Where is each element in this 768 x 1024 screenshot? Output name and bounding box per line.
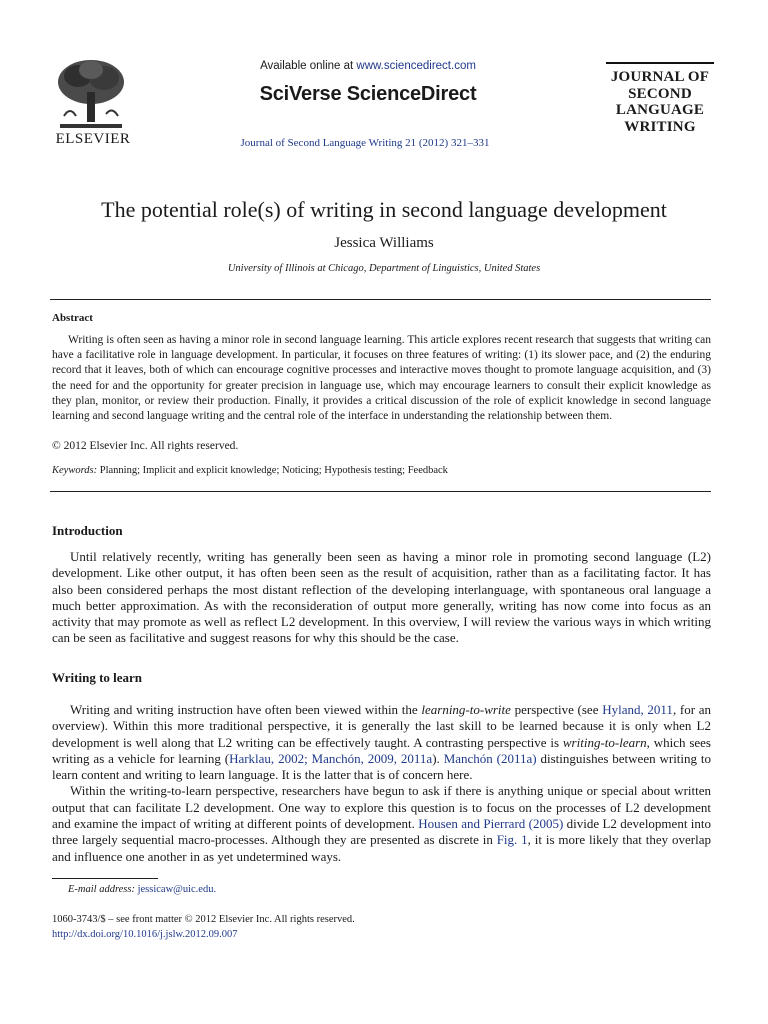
abstract-top-rule bbox=[50, 299, 711, 300]
section-heading-writing-to-learn: Writing to learn bbox=[52, 670, 143, 685]
sciencedirect-link[interactable]: www.sciencedirect.com bbox=[356, 60, 476, 72]
keywords-list: Planning; Implicit and explicit knowledge; Noticing; Hypothesis testing; Feedback bbox=[99, 465, 448, 476]
journal-logo-rule bbox=[606, 62, 714, 64]
journal-logo bbox=[600, 69, 720, 135]
journal-logo-line-1: JOURNAL OF bbox=[610, 69, 710, 85]
text-run: ). bbox=[432, 750, 444, 766]
term-writing-to-learn: writing-to-learn bbox=[562, 734, 647, 750]
footnote-rule bbox=[52, 878, 158, 879]
abstract-body bbox=[52, 333, 711, 424]
author-name: Jessica Williams bbox=[334, 235, 434, 251]
keywords-label: Keywords: bbox=[52, 465, 98, 476]
writing-to-learn-body bbox=[52, 702, 711, 865]
journal-citation-link[interactable]: Journal of Second Language Writing 21 (2012) 321–331 bbox=[240, 137, 490, 149]
journal-logo-line-2: SECOND bbox=[628, 85, 692, 102]
available-online-label: Available online at bbox=[260, 60, 354, 72]
term-learning-to-write: learning-to-write bbox=[421, 702, 511, 717]
text-run: Within the writing-to-learn perspective, researchers have begun to ask if there is anything unique or special about written output that can facilitate L2 development. One way to explore this question is to focus on the processes of L2 development and examine the impact of writing at different points of development. bbox=[52, 783, 711, 832]
figure-link-fig-1[interactable]: Fig. 1 bbox=[496, 832, 528, 848]
elsevier-tree-logo-icon bbox=[50, 56, 132, 130]
text-run: distinguishes between writing to learn content and writing to learn language. It is the latter that is of concern here. bbox=[52, 750, 712, 783]
email-label: E-mail address: bbox=[68, 884, 135, 895]
text-run: , which sees writing as a vehicle for learning ( bbox=[52, 734, 711, 766]
introduction-paragraph: Until relatively recently, writing has generally been seen as having a minor role in promoting second language (L2) development. Like other output, it has often been seen as the result of acquisition, rather than as a facilitating factor. It has also been considered perhaps the most distant reflection of the developing interlanguage, with spontaneous oral language a much better approximation. As with the reconsideration of output more generally, writing has now come into focus as an activity that may promote as well as reflect L2 development. In this overview, I will review the various ways in which writing can be seen as facilitative and suggest reasons for why this should be the case. bbox=[52, 549, 711, 646]
citation-link-hyland-2011[interactable]: Hyland, 2011 bbox=[602, 702, 673, 717]
abstract-bottom-rule bbox=[50, 491, 711, 492]
available-online bbox=[200, 60, 536, 72]
publisher-name: ELSEVIER bbox=[55, 131, 131, 147]
abstract-copyright: © 2012 Elsevier Inc. All rights reserved. bbox=[52, 440, 239, 452]
issn-line: 1060-3743/$ – see front matter © 2012 Elsevier Inc. All rights reserved. bbox=[52, 914, 355, 925]
journal-logo-line-4: WRITING bbox=[624, 118, 696, 135]
journal-logo-line-3: LANGUAGE bbox=[615, 102, 705, 118]
text-run: divide L2 development into three largely sequential macro-processes. Although they are presented as discrete in bbox=[52, 816, 712, 848]
writing-to-learn-paragraph-2 bbox=[52, 783, 711, 864]
abstract-text: Writing is often seen as having a minor role in second language learning. This article explores recent research that suggests that writing can have a facilitative role in language development. In particular, it focuses on three features of writing: (1) its slower pace, and (2) the enduring record that it leaves, both of which can encourage cognitive processes and interactive moves thought to promote language acquisition, and (3) the need for and the opportunity for greater precision in language use, which may encourage learners to consult their explicit knowledge as they plan, monitor, or review their production. Finally, it provides a critical discussion of the role of explicit knowledge in second language learning and second language writing and the central role of the interface in understanding the relationship between them. bbox=[52, 334, 711, 423]
writing-to-learn-paragraph-1 bbox=[52, 702, 711, 783]
author-affiliation: University of Illinois at Chicago, Department of Linguistics, United States bbox=[227, 263, 541, 274]
doi-link[interactable]: http://dx.doi.org/10.1016/j.jslw.2012.09.007 bbox=[52, 929, 238, 940]
text-run: perspective (see bbox=[514, 702, 599, 717]
introduction-body bbox=[52, 549, 711, 647]
email-link[interactable]: jessicaw@uic.edu. bbox=[137, 884, 217, 895]
abstract-heading: Abstract bbox=[52, 312, 93, 324]
article-title: The potential role(s) of writing in second language development bbox=[101, 197, 667, 222]
text-run: Writing and writing instruction have often been viewed within the bbox=[70, 702, 418, 717]
keywords bbox=[52, 465, 448, 476]
sciverse-logo: SciVerse ScienceDirect bbox=[259, 83, 477, 105]
author-email bbox=[68, 884, 216, 895]
text-run: , it is more likely that they overlap and influence one another in as yet undetermined ways. bbox=[52, 832, 711, 864]
citation-link-manchon-2011a[interactable]: Manchón (2011a) bbox=[443, 750, 537, 766]
citation-link-housen-pierrard[interactable]: Housen and Pierrard (2005) bbox=[418, 816, 564, 832]
text-run: , for an overview). Within this more traditional perspective, it is generally the last skill to be learned because it is only when L2 development is well along that L2 writing can be effectively taught. A contrasting perspective is bbox=[52, 702, 712, 750]
citation-link-harklau-manchon[interactable]: Harklau, 2002; Manchón, 2009, 2011a bbox=[229, 750, 433, 766]
section-heading-introduction: Introduction bbox=[52, 523, 123, 538]
